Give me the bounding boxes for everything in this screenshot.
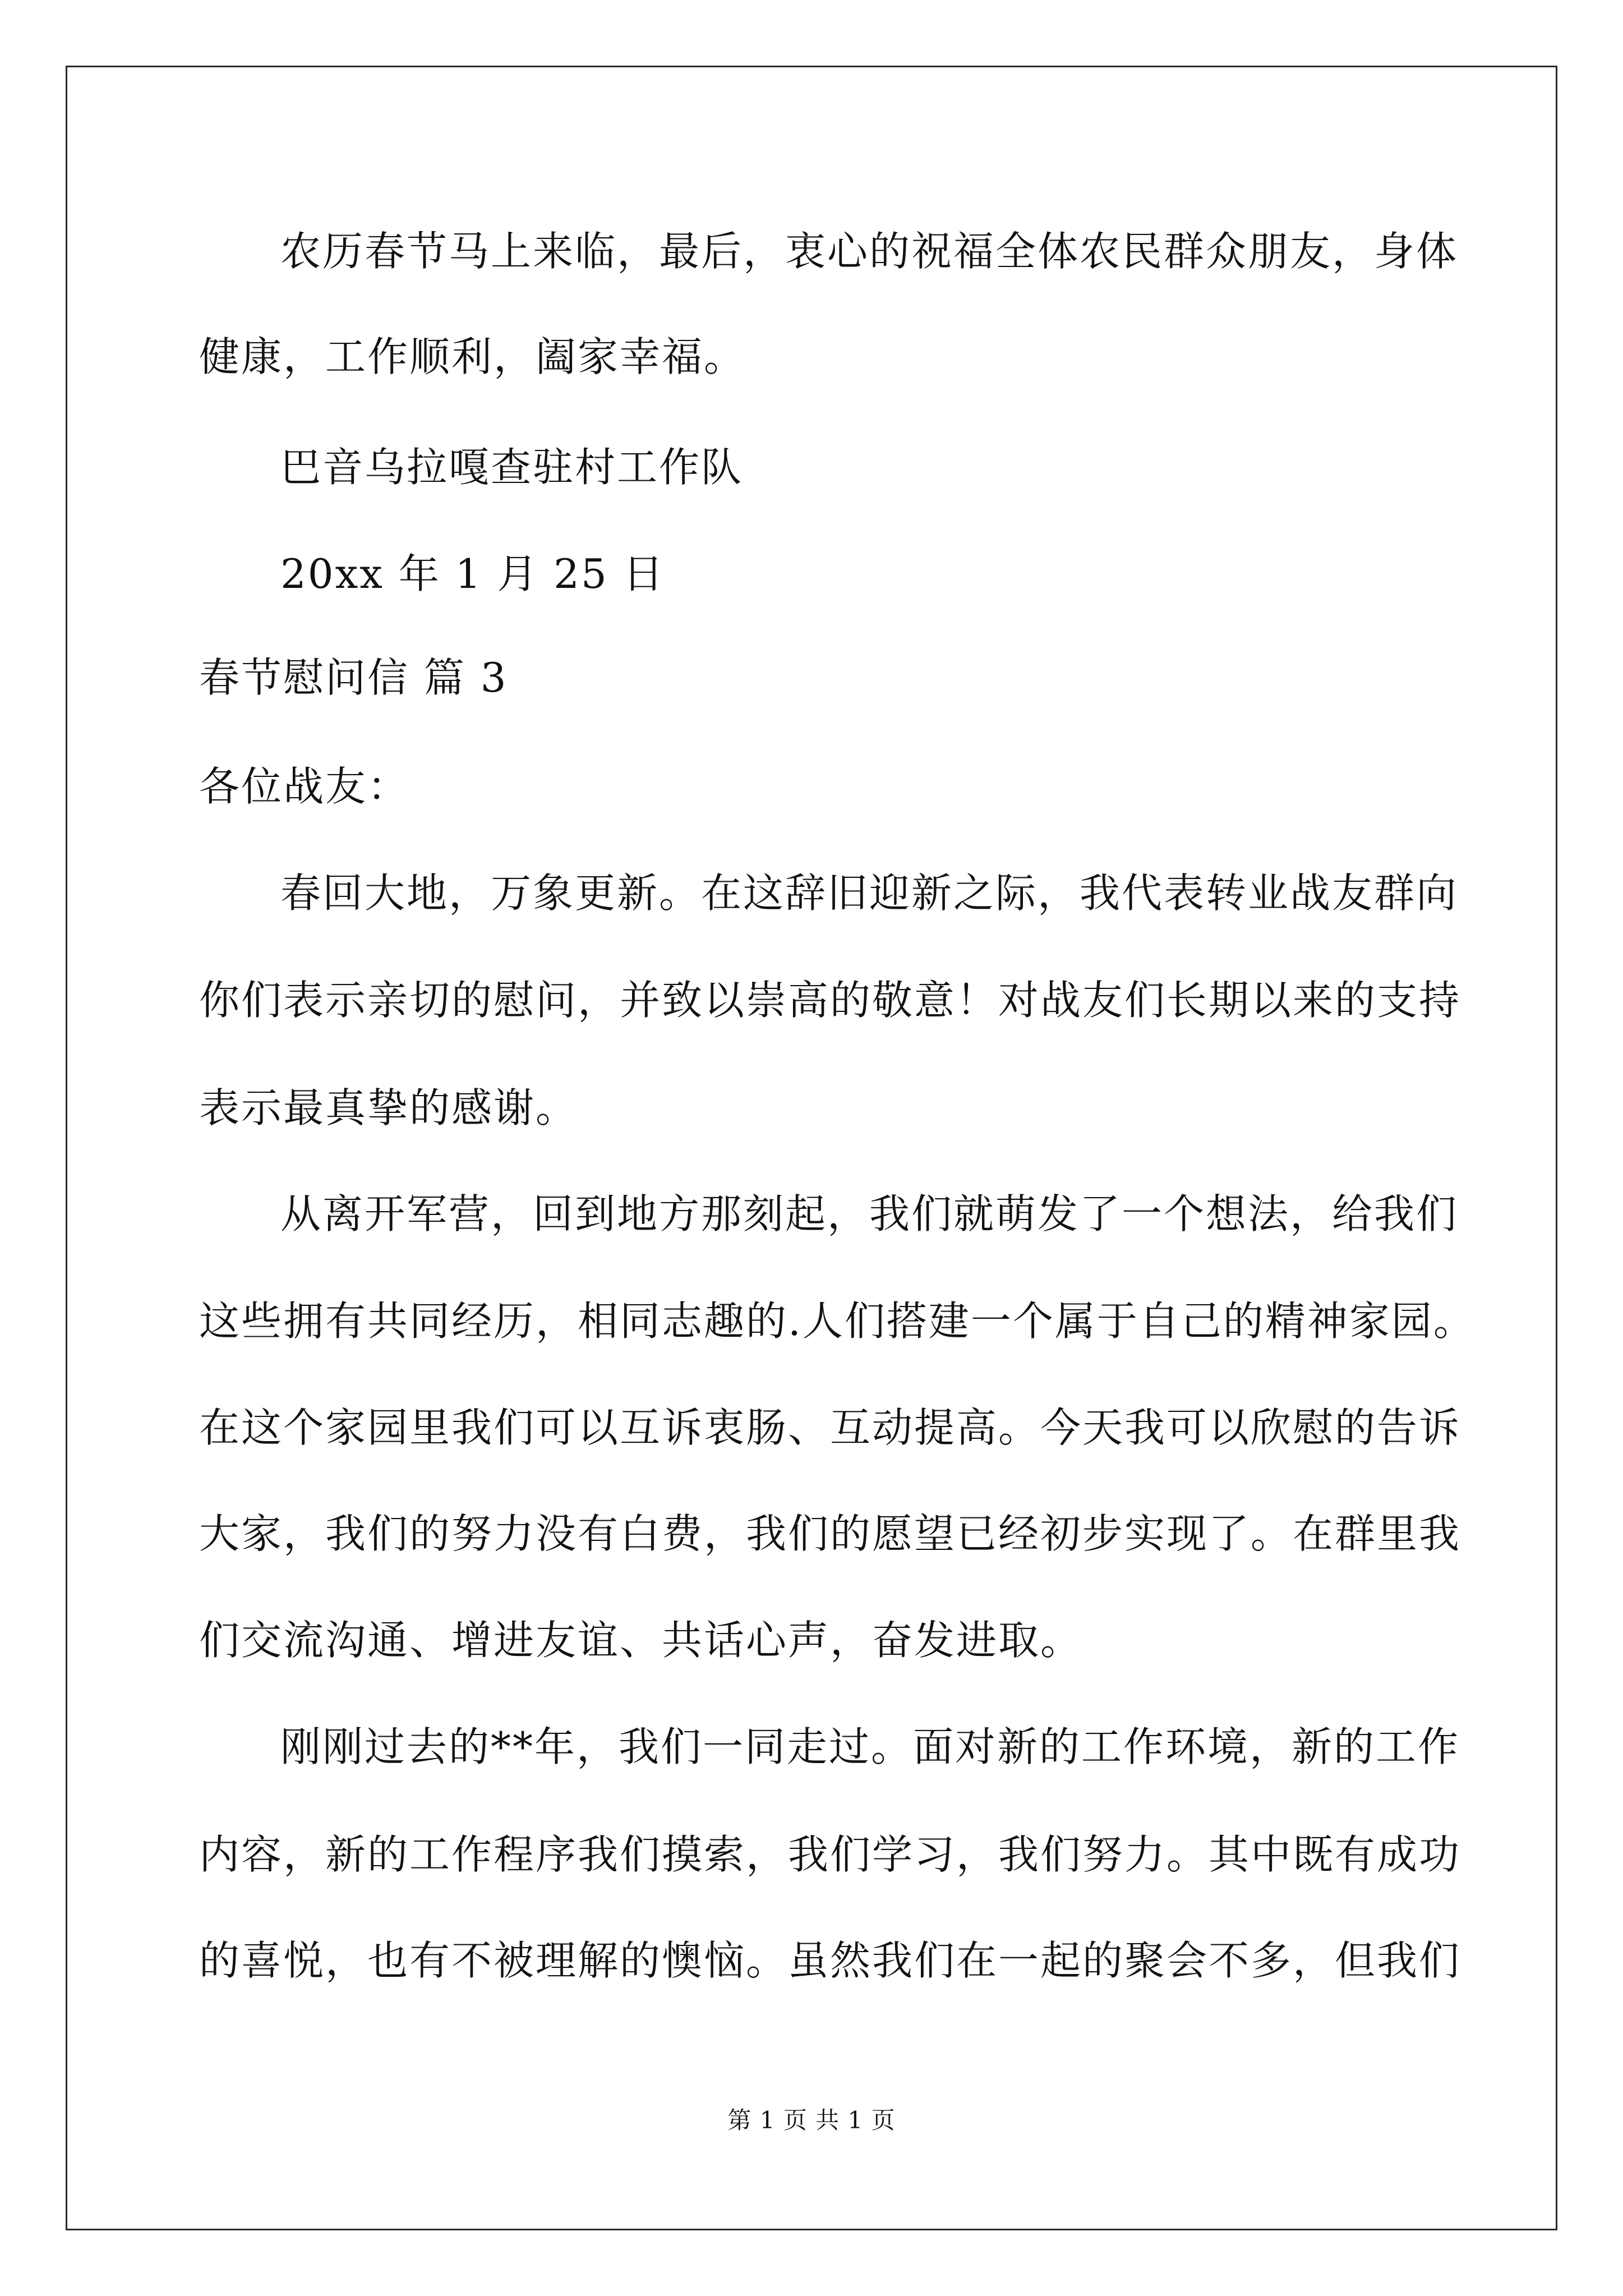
paragraph-line: 内容，新的工作程序我们摸索，我们学习，我们努力。其中既有成功 <box>199 1831 1461 1878</box>
paragraph-line: 你们表示亲切的慰问，并致以崇高的敬意！对战友们长期以来的支持 <box>199 977 1461 1024</box>
paragraph-line: 大家，我们的努力没有白费，我们的愿望已经初步实现了。在群里我 <box>199 1510 1461 1557</box>
paragraph-line: 春回大地，万象更新。在这辞旧迎新之际，我代表转业战友群向 <box>280 869 1459 917</box>
paragraph-line: 在这个家园里我们可以互诉衷肠、互动提高。今天我可以欣慰的告诉 <box>199 1404 1461 1451</box>
salutation: 各位战友： <box>199 763 410 810</box>
paragraph-line: 们交流沟通、增进友谊、共话心声，奋发进取。 <box>199 1617 1083 1664</box>
page-border <box>66 66 1557 2230</box>
section-heading: 春节慰问信 篇 3 <box>199 654 508 701</box>
paragraph-line: 健康，工作顺利，阖家幸福。 <box>199 333 746 380</box>
page-footer: 第 1 页 共 1 页 <box>727 2106 896 2134</box>
paragraph-line: 从离开军营，回到地方那刻起，我们就萌发了一个想法，给我们 <box>280 1190 1459 1237</box>
date-line: 20xx 年 1 月 25 日 <box>280 550 665 597</box>
paragraph-line: 的喜悦，也有不被理解的懊恼。虽然我们在一起的聚会不多，但我们 <box>199 1937 1461 1984</box>
paragraph-line: 刚刚过去的**年，我们一同走过。面对新的工作环境，新的工作 <box>280 1723 1460 1770</box>
paragraph-line: 表示最真挚的感谢。 <box>199 1084 578 1131</box>
paragraph-line: 这些拥有共同经历，相同志趣的.人们搭建一个属于自己的精神家园。 <box>199 1297 1476 1345</box>
paragraph-line: 农历春节马上来临，最后，衷心的祝福全体农民群众朋友，身体 <box>280 228 1459 275</box>
signature-line: 巴音乌拉嘎查驻村工作队 <box>280 444 744 491</box>
